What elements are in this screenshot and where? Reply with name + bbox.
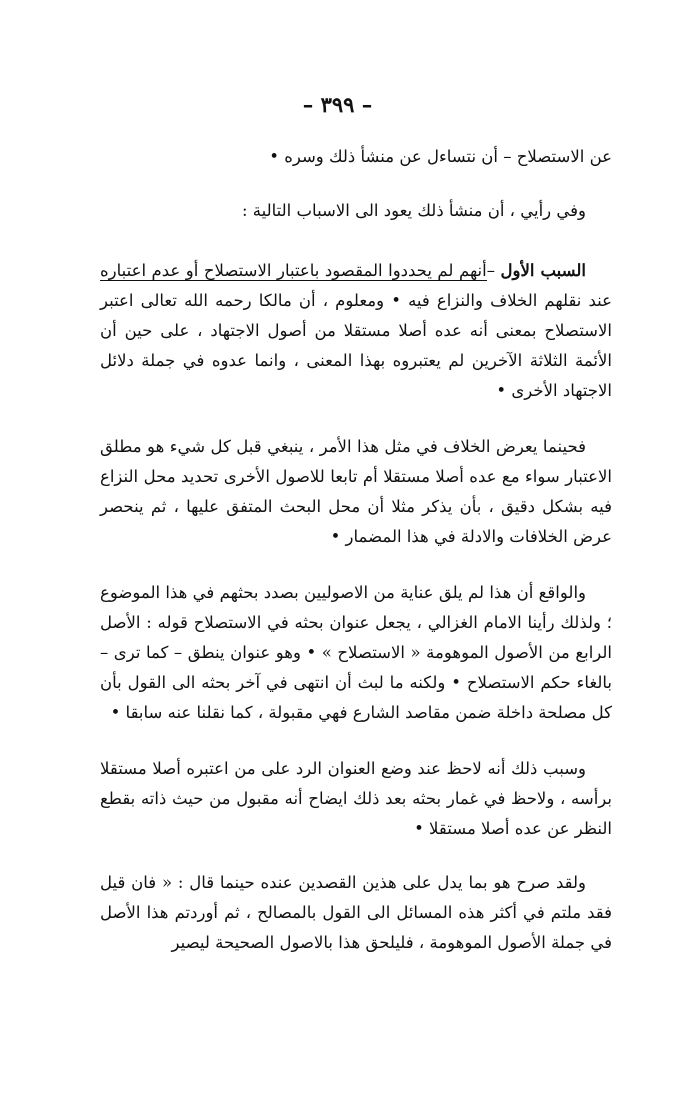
dash: –	[486, 261, 501, 280]
paragraph-3-rest: عند نقلهم الخلاف والنزاع فيه • ومعلوم ، أن مالكا رحمه الله تعالى اعتبر الاستصلاح بمعنى أنه عده أصلا مستقلا من أصول الاجتهاد ، على حين أن الأئمة الثلاثة الآخرين لم يعتبروه بهذا المعنى ، وانما عدوه في جملة دلائل الاجتهاد الأخرى •	[100, 291, 612, 400]
page-number: – ٣٩٩ –	[302, 92, 373, 117]
paragraph-5: والواقع أن هذا لم يلق عناية من الاصوليين بصدد بحثهم في هذا الموضوع ؛ ولذلك رأينا الامام الغزالي ، يجعل عنوان بحثه في الاستصلاح قوله : الأصل الرابع من الأصول الموهومة « الاستصلاح » • وهو عنوان ينطق – كما ترى – بالغاء حكم الاستصلاح • ولكنه ما لبث أن انتهى في آخر بحثه الى القول بأن كل مصلحة داخلة ضمن مقاصد الشارع فهي مقبولة ، كما نقلنا عنه سابقا •	[100, 583, 612, 722]
underlined-phrase: أنهم لم يحددوا المقصود باعتبار الاستصلاح أو عدم اعتباره	[100, 261, 487, 280]
paragraph-1: عن الاستصلاح – أن نتساءل عن منشأ ذلك وسره •	[269, 147, 612, 166]
paragraph-3	[100, 256, 612, 406]
paragraph-6: وسبب ذلك أنه لاحظ عند وضع العنوان الرد على من اعتبره أصلا مستقلا برأسه ، ولاحظ في غمار بحثه بعد ذلك ايضاح أنه مقبول من حيث ذاته بقطع النظر عن عده أصلا مستقلا •	[100, 759, 612, 838]
paragraph-7: ولقد صرح هو بما يدل على هذين القصدين عنده حينما قال : « فان قيل فقد ملتم في أكثر هذه المسائل الى القول بالمصالح ، ثم أوردتم هذا الأصل في جملة الأصول الموهومة ، فليلحق هذا بالاصول الصحيحة ليصير	[100, 873, 612, 952]
first-reason-heading: السبب الأول	[500, 261, 586, 280]
paragraph-2: وفي رأيي ، أن منشأ ذلك يعود الى الاسباب التالية :	[241, 201, 586, 220]
paragraph-4: فحينما يعرض الخلاف في مثل هذا الأمر ، ينبغي قبل كل شيء هو مطلق الاعتبار سواء مع عده أصلا مستقلا أم تابعا للاصول الأخرى تحديد محل النزاع فيه بشكل دقيق ، بأن يذكر مثلا أن محل البحث المتفق عليها ، ثم ينحصر عرض الخلافات والادلة في هذا المضمار •	[100, 437, 612, 546]
body-text	[100, 142, 612, 958]
